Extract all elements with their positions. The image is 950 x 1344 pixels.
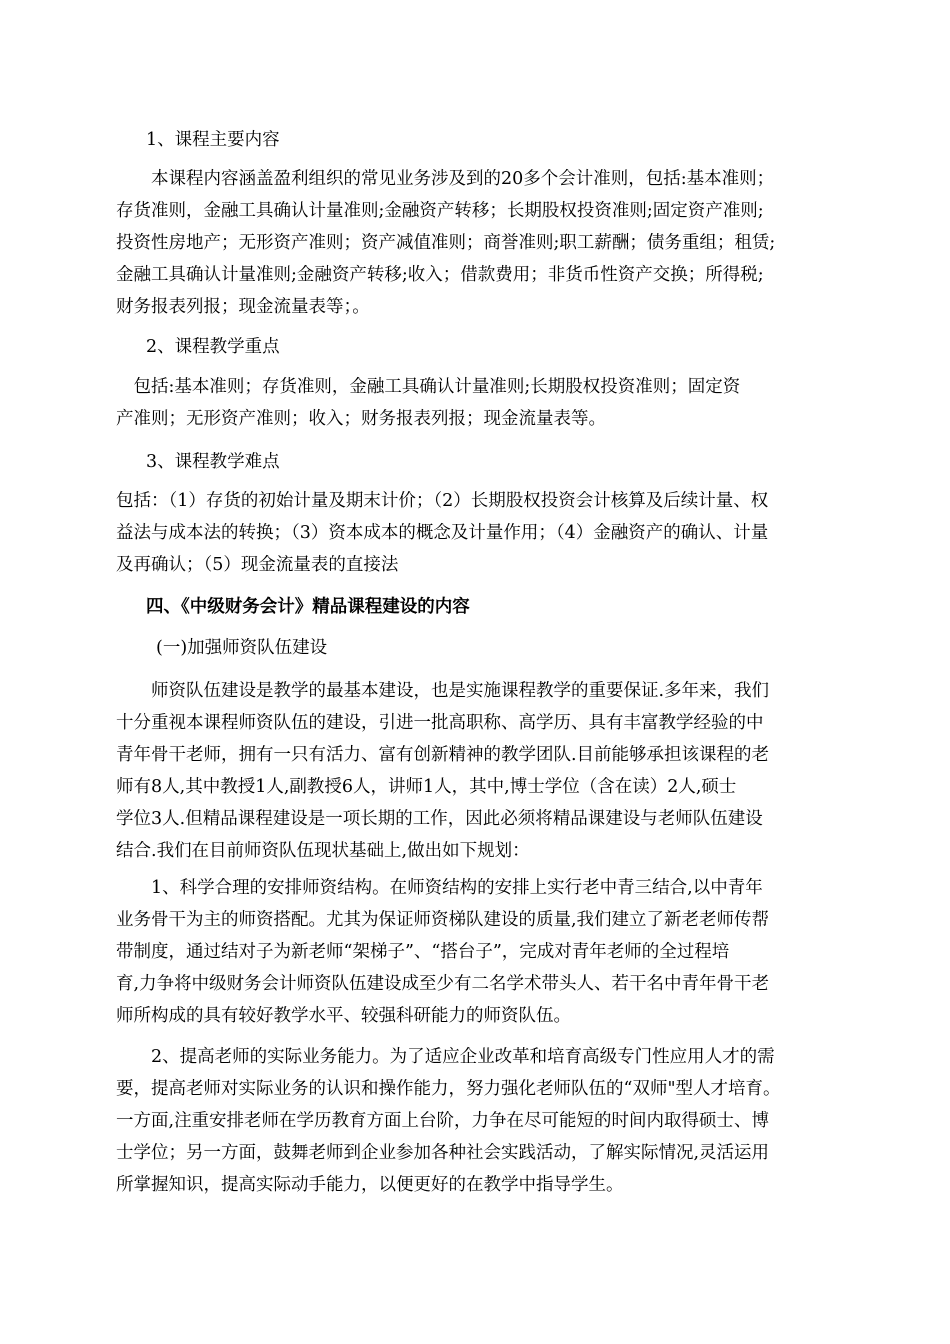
- text-line: 财务报表列报；现金流量表等；。: [116, 297, 370, 317]
- paragraph-s3-body: [116, 485, 846, 581]
- text-line: 1、科学合理的安排师资结构。在师资结构的安排上实行老中青三结合,以中青年: [116, 878, 763, 898]
- text-line: 产准则；无形资产准则；收入；财务报表列报；现金流量表等。: [116, 409, 606, 429]
- paragraph-s1-body: [116, 163, 846, 323]
- text-line: 金融工具确认计量准则;金融资产转移;收入；借款费用；非货币性资产交换；所得税;: [116, 265, 764, 285]
- text-line: 一方面,注重安排老师在学历教育方面上台阶，力争在尽可能短的时间内取得硕士、博: [116, 1111, 770, 1131]
- paragraph-s4-body: [116, 675, 846, 867]
- text-line: 要，提高老师对实际业务的认识和操作能力，努力强化老师队伍的“双师"型人才培育。: [116, 1079, 781, 1099]
- text-line: 学位3人.但精品课程建设是一项长期的工作，因此必须将精品课建设与老师队伍建设: [116, 809, 763, 829]
- text-line: 2、课程教学重点: [146, 337, 280, 357]
- text-line: 青年骨干老师，拥有一只有活力、富有创新精神的教学团队.目前能够承担该课程的老: [116, 745, 770, 765]
- text-line: 1、课程主要内容: [146, 130, 280, 150]
- text-line: 包括：（1）存货的初始计量及期末计价；（2）长期股权投资会计核算及后续计量、权: [116, 491, 769, 511]
- text-line: 3、课程教学难点: [146, 452, 280, 472]
- text-line: 带制度，通过结对子为新老师“架梯子”、“搭台子”，完成对青年老师的全过程培: [116, 942, 730, 962]
- text-line: 十分重视本课程师资队伍的建设，引进一批高职称、高学历、具有丰富教学经验的中: [116, 713, 764, 733]
- text-line: 育,力争将中级财务会计师资队伍建设成至少有二名学术带头人、若干名中青年骨干老: [116, 974, 770, 994]
- paragraph-s2-title: [146, 331, 846, 363]
- paragraph-s4-sub: [156, 632, 846, 664]
- text-line: 2、提高老师的实际业务能力。为了适应企业改革和培育高级专门性应用人才的需: [116, 1047, 775, 1067]
- text-line: 士学位；另一方面，鼓舞老师到企业参加各种社会实践活动，了解实际情况,灵活运用: [116, 1143, 770, 1163]
- text-line: 存货准则，金融工具确认计量准则;金融资产转移；长期股权投资准则;固定资产准则;: [116, 201, 764, 221]
- paragraph-s6-body: [116, 1041, 846, 1201]
- paragraph-s1-title: [146, 124, 846, 156]
- text-line: 本课程内容涵盖盈利组织的常见业务涉及到的20多个会计准则，包括:基本准则；: [116, 169, 775, 189]
- paragraph-s4-title: [146, 591, 846, 623]
- text-line: 四、《中级财务会计》精品课程建设的内容: [146, 597, 470, 617]
- text-line: 业务骨干为主的师资搭配。尤其为保证师资梯队建设的质量,我们建立了新老老师传帮: [116, 910, 770, 930]
- text-line: 师有8人,其中教授1人,副教授6人，讲师1人，其中,博士学位（含在读）2人,硕士: [116, 777, 737, 797]
- text-line: 包括:基本准则；存货准则，金融工具确认计量准则;长期股权投资准则；固定资: [116, 377, 741, 397]
- text-line: (一)加强师资队伍建设: [156, 638, 328, 658]
- text-line: 师所构成的具有较好教学水平、较强科研能力的师资队伍。: [116, 1006, 571, 1026]
- text-line: 结合.我们在目前师资队伍现状基础上,做出如下规划：: [116, 841, 530, 861]
- text-line: 益法与成本法的转换；（3）资本成本的概念及计量作用；（4）金融资产的确认、计量: [116, 523, 769, 543]
- paragraph-s3-title: [146, 446, 846, 478]
- text-line: 及再确认；（5）现金流量表的直接法: [116, 555, 399, 575]
- text-line: 师资队伍建设是教学的最基本建设，也是实施课程教学的重要保证.多年来，我们: [116, 681, 770, 701]
- paragraph-s2-body: [116, 371, 846, 435]
- text-line: 投资性房地产；无形资产准则；资产减值准则；商誉准则;职工薪酬；债务重组；租赁;: [116, 233, 776, 253]
- paragraph-s5-body: [116, 872, 846, 1032]
- text-line: 所掌握知识，提高实际动手能力，以便更好的在教学中指导学生。: [116, 1175, 624, 1195]
